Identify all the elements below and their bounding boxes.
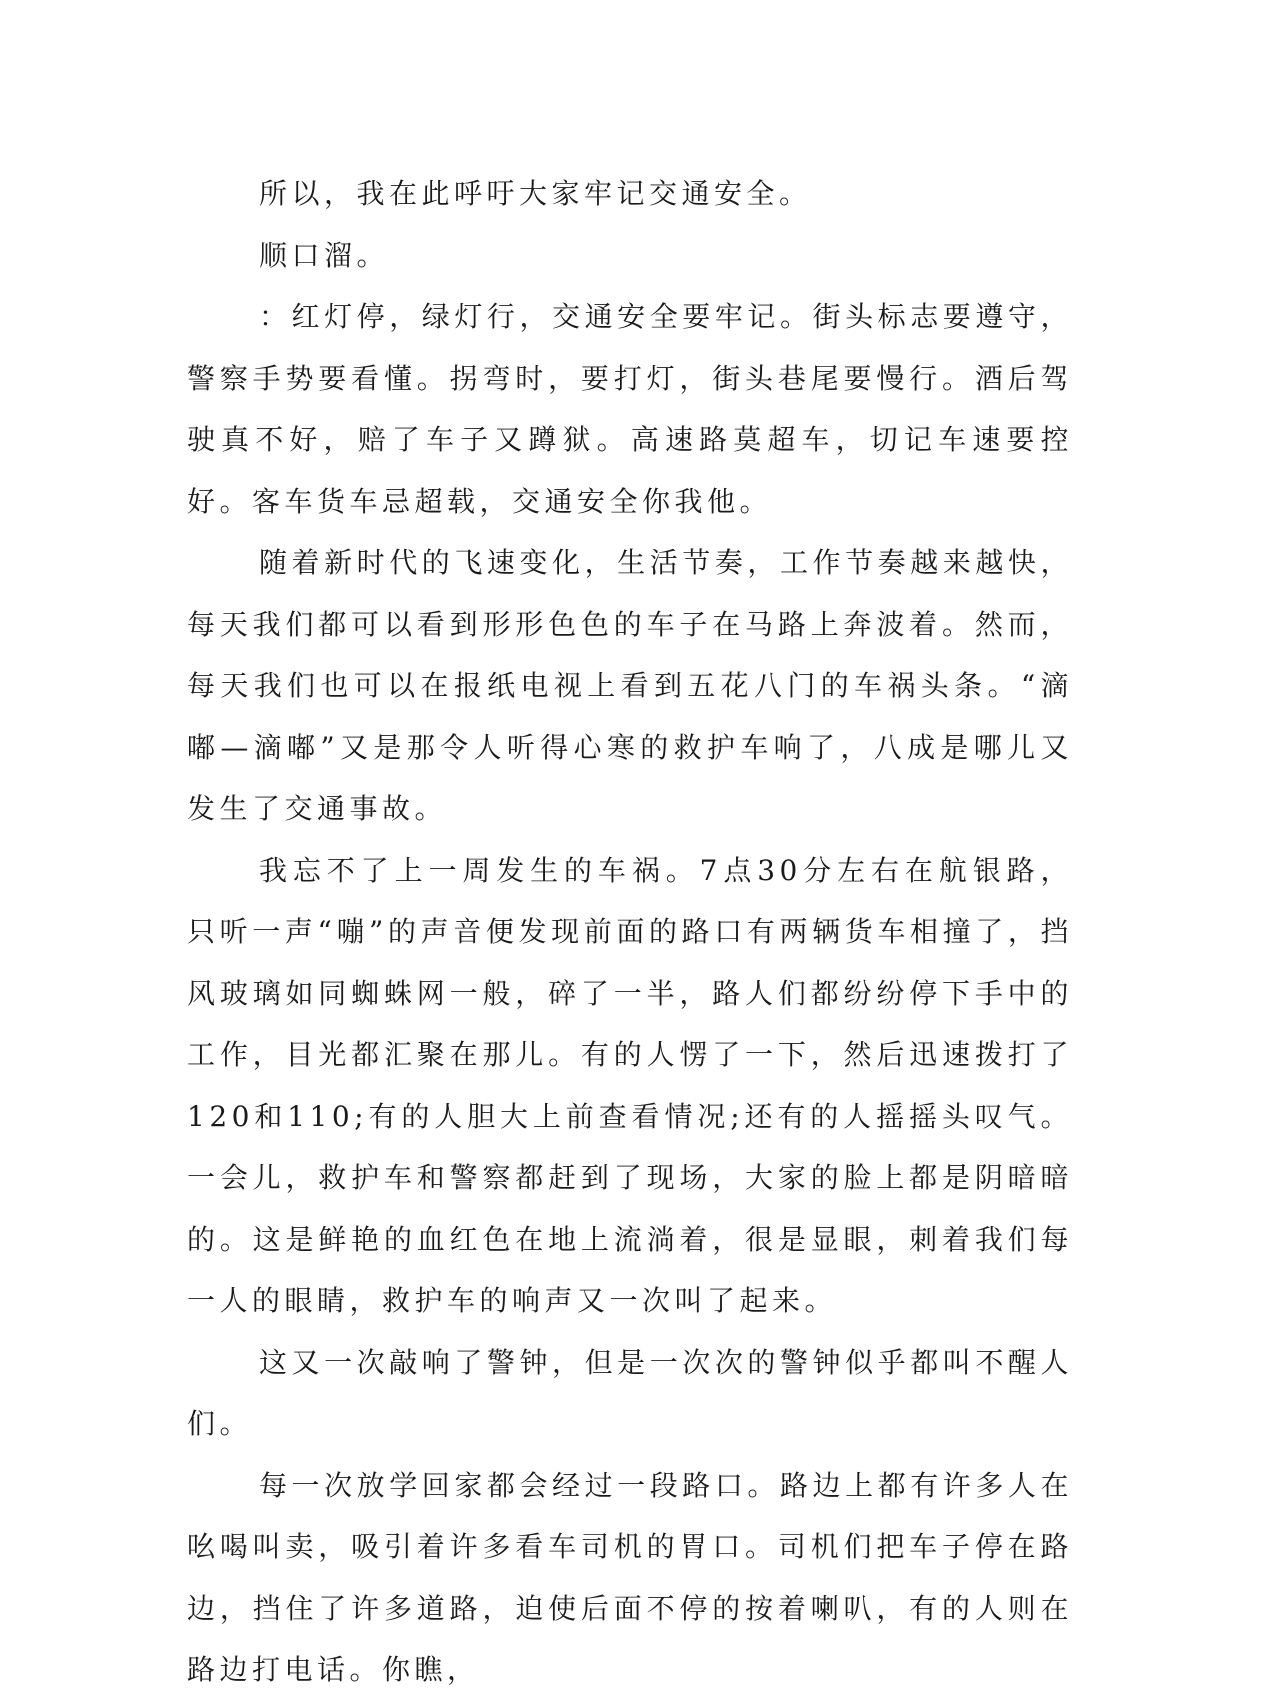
paragraph-after-school: 每一次放学回家都会经过一段路口。路边上都有许多人在吆喝叫卖，吸引着许多看车司机的胃口。司机们把车子停在路边，挡住了许多道路，迫使后面不停的按着喇叭，有的人则在路边打电话。你瞧， bbox=[187, 1468, 1073, 1686]
paragraph-rhyme-heading: 顺口溜。 bbox=[259, 238, 390, 272]
paragraph-alarm-bell: 这又一次敲响了警钟，但是一次次的警钟似乎都叫不醒人们。 bbox=[187, 1345, 1073, 1440]
paragraph-accident-story: 我忘不了上一周发生的车祸。7点30分左右在航银路，只听一声“嘣”的声音便发现前面的路口有两辆货车相撞了，挡风玻璃如同蜘蛛网一般，碎了一半，路人们都纷纷停下手中的工作，目光都汇聚在那儿。有的人愣了一下，然后迅速拨打了120和110;有的人胆大上前查看情况;还有的人摇摇头叹气。一会儿，救护车和警察都赶到了现场，大家的脸上都是阴暗暗的。这是鲜艳的血红色在地上流淌着，很是显眼，刺着我们每一人的眼睛，救护车的响声又一次叫了起来。 bbox=[187, 853, 1073, 1317]
paragraph-call-to-remember: 所以，我在此呼吁大家牢记交通安全。 bbox=[259, 177, 812, 210]
document-body bbox=[187, 163, 1073, 1701]
paragraph-rhyme: ：红灯停，绿灯行，交通安全要牢记。街头标志要遵守，警察手势要看懂。拐弯时，要打灯，街头巷尾要慢行。酒后驾驶真不好，赔了车子又蹲狱。高速路莫超车，切记车速要控好。客车货车忌超载，交通安全你我他。 bbox=[187, 300, 1073, 518]
paragraph-modern-life: 随着新时代的飞速变化，生活节奏，工作节奏越来越快，每天我们都可以看到形形色色的车子在马路上奔波着。然而，每天我们也可以在报纸电视上看到五花八门的车祸头条。“滴嘟—滴嘟”又是那令人听得心寒的救护车响了，八成是哪儿又发生了交通事故。 bbox=[187, 546, 1073, 825]
